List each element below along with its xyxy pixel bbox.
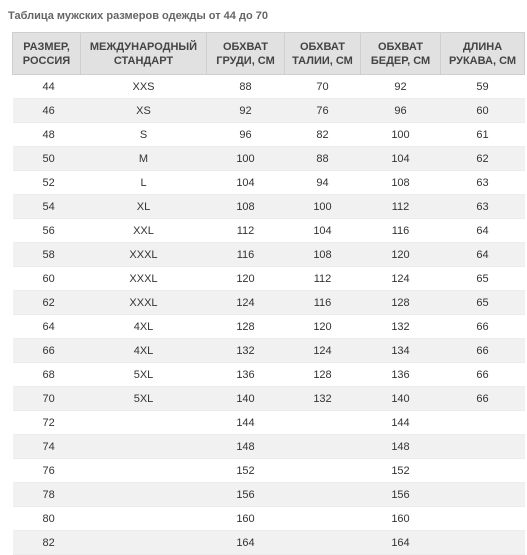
table-row bbox=[13, 171, 525, 195]
table-cell bbox=[285, 459, 361, 483]
table-cell: 46 bbox=[13, 99, 81, 123]
table-cell: 108 bbox=[361, 171, 441, 195]
table-cell: 116 bbox=[285, 291, 361, 315]
table-cell: 5XL bbox=[81, 363, 207, 387]
table-row bbox=[13, 195, 525, 219]
table-cell: 64 bbox=[441, 219, 525, 243]
size-chart-table bbox=[12, 32, 525, 555]
table-cell: 4XL bbox=[81, 339, 207, 363]
table-row bbox=[13, 339, 525, 363]
table-cell: 58 bbox=[13, 243, 81, 267]
header-row bbox=[13, 33, 525, 75]
table-row bbox=[13, 315, 525, 339]
header-line: ДЛИНА bbox=[462, 40, 503, 53]
table-cell: 65 bbox=[441, 267, 525, 291]
table-cell bbox=[441, 483, 525, 507]
header-international-standard bbox=[81, 33, 207, 75]
table-cell: 92 bbox=[207, 99, 285, 123]
table-cell bbox=[285, 507, 361, 531]
table-cell: XS bbox=[81, 99, 207, 123]
table-cell: XXS bbox=[81, 75, 207, 99]
table-cell: 76 bbox=[13, 459, 81, 483]
table-cell: 74 bbox=[13, 435, 81, 459]
header-line: СТАНДАРТ bbox=[113, 54, 174, 67]
header-sleeve-length bbox=[441, 33, 525, 75]
table-cell: 140 bbox=[361, 387, 441, 411]
table-cell: 82 bbox=[285, 123, 361, 147]
table-cell bbox=[285, 411, 361, 435]
table-cell: 70 bbox=[13, 387, 81, 411]
table-cell: 124 bbox=[361, 267, 441, 291]
table-cell: 96 bbox=[207, 123, 285, 147]
table-cell: 82 bbox=[13, 531, 81, 555]
table-cell: 60 bbox=[441, 99, 525, 123]
table-body bbox=[13, 75, 525, 555]
table-cell bbox=[81, 483, 207, 507]
table-cell: 132 bbox=[207, 339, 285, 363]
table-cell: M bbox=[81, 147, 207, 171]
table-cell: XXXL bbox=[81, 267, 207, 291]
table-cell: 124 bbox=[207, 291, 285, 315]
table-cell: 100 bbox=[285, 195, 361, 219]
table-row bbox=[13, 267, 525, 291]
table-cell: 128 bbox=[285, 363, 361, 387]
table-cell: 66 bbox=[441, 387, 525, 411]
table-cell: S bbox=[81, 123, 207, 147]
header-line: МЕЖДУНАРОДНЫЙ bbox=[89, 40, 198, 53]
table-cell: 120 bbox=[285, 315, 361, 339]
table-cell: 156 bbox=[361, 483, 441, 507]
table-cell: 62 bbox=[441, 147, 525, 171]
table-cell bbox=[441, 507, 525, 531]
table-row bbox=[13, 459, 525, 483]
table-cell bbox=[441, 435, 525, 459]
table-cell: 44 bbox=[13, 75, 81, 99]
table-cell: 100 bbox=[361, 123, 441, 147]
table-cell: 78 bbox=[13, 483, 81, 507]
table-cell: 152 bbox=[207, 459, 285, 483]
header-line: РУКАВА, СМ bbox=[448, 54, 517, 67]
table-cell: 148 bbox=[361, 435, 441, 459]
table-cell: 128 bbox=[361, 291, 441, 315]
table-row bbox=[13, 411, 525, 435]
table-cell bbox=[81, 435, 207, 459]
table-cell: 156 bbox=[207, 483, 285, 507]
table-cell: 60 bbox=[13, 267, 81, 291]
table-row bbox=[13, 291, 525, 315]
table-cell bbox=[441, 411, 525, 435]
table-cell: 140 bbox=[207, 387, 285, 411]
table-cell bbox=[285, 435, 361, 459]
table-caption: Таблица мужских размеров одежды от 44 до 70 bbox=[8, 10, 268, 22]
header-size-russia bbox=[13, 33, 81, 75]
table-cell: 108 bbox=[207, 195, 285, 219]
table-row bbox=[13, 363, 525, 387]
table-cell: 65 bbox=[441, 291, 525, 315]
table-cell: 160 bbox=[207, 507, 285, 531]
table-cell: 164 bbox=[207, 531, 285, 555]
table-cell: 116 bbox=[361, 219, 441, 243]
table-cell: 68 bbox=[13, 363, 81, 387]
table-cell: 144 bbox=[207, 411, 285, 435]
header-line: РОССИЯ bbox=[22, 54, 71, 67]
table-cell: 104 bbox=[285, 219, 361, 243]
table-cell: 54 bbox=[13, 195, 81, 219]
table-row bbox=[13, 123, 525, 147]
table-cell: 52 bbox=[13, 171, 81, 195]
table-cell: 152 bbox=[361, 459, 441, 483]
table-cell: 116 bbox=[207, 243, 285, 267]
table-cell: 112 bbox=[361, 195, 441, 219]
header-line: ОБХВАТ bbox=[377, 40, 424, 53]
table-cell: 120 bbox=[361, 243, 441, 267]
table-cell: 66 bbox=[441, 363, 525, 387]
table-cell: L bbox=[81, 171, 207, 195]
table-cell: 94 bbox=[285, 171, 361, 195]
table-cell bbox=[81, 459, 207, 483]
table-cell: 64 bbox=[441, 243, 525, 267]
table-cell: 66 bbox=[13, 339, 81, 363]
table-cell: 124 bbox=[285, 339, 361, 363]
table-cell: XXXL bbox=[81, 291, 207, 315]
table-cell: 76 bbox=[285, 99, 361, 123]
header-line: ГРУДИ, СМ bbox=[216, 54, 275, 67]
table-row bbox=[13, 507, 525, 531]
table-cell bbox=[441, 459, 525, 483]
table-cell: XXL bbox=[81, 219, 207, 243]
header-line: ОБХВАТ bbox=[222, 40, 269, 53]
table-cell: 48 bbox=[13, 123, 81, 147]
table-cell: 63 bbox=[441, 171, 525, 195]
table-cell: 100 bbox=[207, 147, 285, 171]
table-cell: 132 bbox=[361, 315, 441, 339]
table-cell: 128 bbox=[207, 315, 285, 339]
table-cell: 5XL bbox=[81, 387, 207, 411]
header-hip-girth bbox=[361, 33, 441, 75]
table-cell: 72 bbox=[13, 411, 81, 435]
table-cell: 148 bbox=[207, 435, 285, 459]
table-cell: 132 bbox=[285, 387, 361, 411]
table-cell: 144 bbox=[361, 411, 441, 435]
table-row bbox=[13, 243, 525, 267]
table-cell: 96 bbox=[361, 99, 441, 123]
table-row bbox=[13, 387, 525, 411]
header-line: ТАЛИИ, СМ bbox=[292, 54, 353, 67]
table-cell: 112 bbox=[207, 219, 285, 243]
table-header bbox=[13, 33, 525, 75]
table-row bbox=[13, 219, 525, 243]
table-row bbox=[13, 99, 525, 123]
table-cell: 62 bbox=[13, 291, 81, 315]
table-cell: 104 bbox=[207, 171, 285, 195]
table-cell: 160 bbox=[361, 507, 441, 531]
table-cell: XL bbox=[81, 195, 207, 219]
table-cell: 63 bbox=[441, 195, 525, 219]
table-cell: 50 bbox=[13, 147, 81, 171]
table-cell: 56 bbox=[13, 219, 81, 243]
table-cell: 59 bbox=[441, 75, 525, 99]
table-row bbox=[13, 147, 525, 171]
header-waist-girth bbox=[285, 33, 361, 75]
table-cell: XXXL bbox=[81, 243, 207, 267]
header-chest-girth bbox=[207, 33, 285, 75]
table-cell: 61 bbox=[441, 123, 525, 147]
table-cell: 64 bbox=[13, 315, 81, 339]
table-cell: 88 bbox=[207, 75, 285, 99]
table-cell bbox=[81, 411, 207, 435]
header-line: ОБХВАТ bbox=[299, 40, 346, 53]
table-cell bbox=[285, 483, 361, 507]
table-cell: 108 bbox=[285, 243, 361, 267]
table-cell: 120 bbox=[207, 267, 285, 291]
table-cell: 104 bbox=[361, 147, 441, 171]
table-cell: 66 bbox=[441, 315, 525, 339]
table-cell: 136 bbox=[361, 363, 441, 387]
table-cell: 70 bbox=[285, 75, 361, 99]
table-row bbox=[13, 435, 525, 459]
table-cell: 4XL bbox=[81, 315, 207, 339]
table-row bbox=[13, 483, 525, 507]
table-cell bbox=[81, 507, 207, 531]
table-cell: 136 bbox=[207, 363, 285, 387]
table-cell: 80 bbox=[13, 507, 81, 531]
header-line: РАЗМЕР, bbox=[23, 40, 70, 53]
table-cell: 66 bbox=[441, 339, 525, 363]
table-cell: 112 bbox=[285, 267, 361, 291]
header-line: БЕДЕР, СМ bbox=[370, 54, 431, 67]
table-cell: 92 bbox=[361, 75, 441, 99]
table-cell: 88 bbox=[285, 147, 361, 171]
table-cell: 134 bbox=[361, 339, 441, 363]
table-cell: 164 bbox=[361, 531, 441, 555]
table-row bbox=[13, 75, 525, 99]
